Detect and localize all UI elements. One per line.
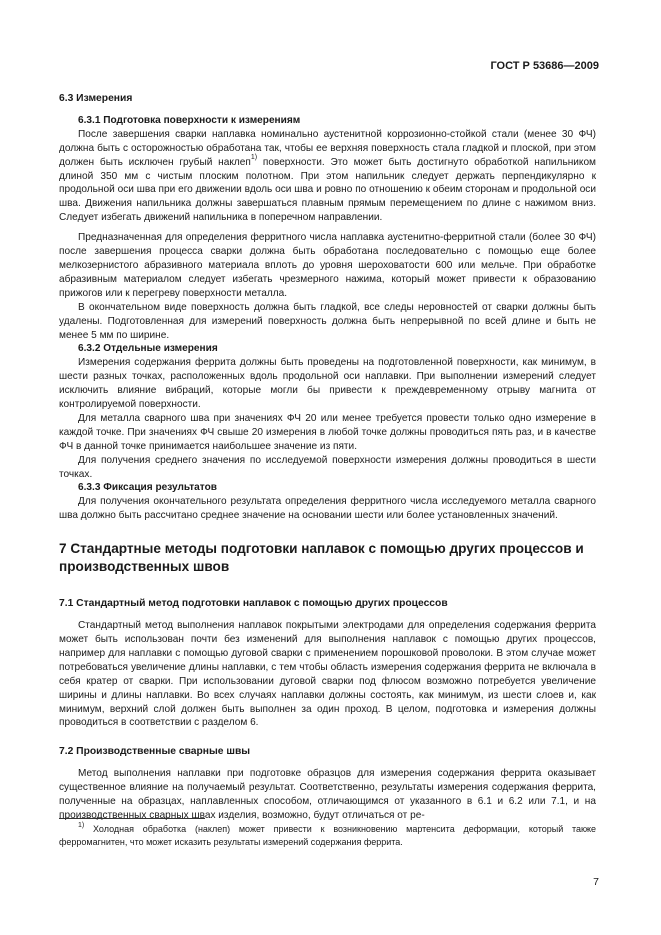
section-6-3-title: 6.3 Измерения [59,93,133,104]
paragraph: Для получения среднего значения по исследуемой поверхности измерения должны проводиться в шести точках. [59,454,596,480]
section-6-3-1-title: 6.3.1 Подготовка поверхности к измерениям [78,114,301,126]
paragraph [59,128,596,225]
document-id-header: ГОСТ Р 53686—2009 [490,60,599,72]
footnote-marker: 1) [78,822,85,829]
paragraph-text: После завершения сварки наплавка номинально аустенитной коррозионно-стойкой стали (менее 30 ФЧ) должна быть с осторожностью обработана так, чтобы ее верхняя поверхность стала гладкой и плоской, при этом должен быть исключен грубый наклеп [59,128,596,168]
footnote-body: Холодная обработка (наклеп) может привести к возникновению мартенсита деформации, который также ферромагнитен, что может исказить результаты измерений содержания феррита. [59,824,596,847]
page-content [59,92,596,823]
paragraph: Предназначенная для определения ферритного числа наплавка аустенитно-ферритной стали (более 30 ФЧ) после завершения процесса сварки должна быть обработана последовательно с помощью еще более мелкозернистого абразивного материала вплоть до уровня шероховатости 600 или мельче. При обработке абразивным материалом следует избегать чрезмерного нажима, который может привести к образованию прижогов или к перегреву поверхности металла. [59,232,596,299]
footnote-text [59,823,596,848]
section-6-3-2-title: 6.3.2 Отдельные измерения [78,343,218,355]
paragraph: Измерения содержания феррита должны быть проведены на подготовленной поверхности, как минимум, в шести разных точках, расположенных вдоль продольной оси наплавки. При выполнении измерений следует исключить влияние вибраций, которые могли бы привести к преждевременному отрыву магнита от контролируемой поверхности. [59,357,596,411]
section-7-1-title: 7.1 Стандартный метод подготовки наплавок с помощью других процессов [59,598,448,610]
paragraph: Для получения окончательного результата определения ферритного числа исследуемого металла сварного шва должно быть рассчитано среднее значение на основании шести или более установленных значений. [59,496,596,522]
section-7-title: 7 Стандартные методы подготовки наплавок с помощью других процессов и производственных швов [59,541,584,574]
section-6-3-3-title: 6.3.3 Фиксация результатов [78,482,217,494]
section-7-2-title: 7.2 Производственные сварные швы [59,746,251,758]
paragraph: В окончательном виде поверхность должна быть гладкой, все следы неровностей от сварки должны быть удалены. Подготовленная для измерений поверхность должна быть непрерывной по всей длине и быть не менее 5 мм по ширине. [59,301,596,341]
paragraph-text: поверхности. Это может быть достигнуто обработкой напильником длиной 350 мм с чистым плоским полотном. При этом напильник следует держать перпендикулярно к продольной оси шва при его движении вдоль оси шва и ровно по отношению к обеим сторонам и продольной оси шва. Движения напильника должны завершаться плавным прямым перемещением по длине с нажимом вниз. Следует избегать движений напильника в поперечном направлении. [59,156,596,224]
paragraph: Стандартный метод выполнения наплавок покрытыми электродами для определения содержания феррита может быть использован почти без изменений для выполнения наплавок с помощью других процессов, например для наплавки с помощью дуговой сварки с применением порошковой проволоки. В этом случае может потребоваться увеличение длины наплавки, с тем чтобы область измерения содержания феррита не включала в себя кратер от сварки. При использовании дуговой сварки под флюсом возможно потребуется увеличение ширины и длины наплавки. Во всех случаях наплавки должны состоять, как минимум, из шести слоев и, как минимум, верхний слой должен быть выполнен за один проход. В целом, подготовка и измерения должны проводиться в соответствии с разделом 6. [59,620,596,729]
footnote-divider [59,818,205,819]
paragraph: Метод выполнения наплавки при подготовке образцов для измерения содержания феррита оказывает существенное влияние на получаемый результат. Соответственно, результаты измерения содержания феррита, полученные на образцах, наплавленных способом, отличающимся от указанного в 6.1 и 6.2 или 7.1, и на производственных сварных швах изделия, возможно, будут отличаться от ре- [59,768,596,821]
footnote-reference: 1) [250,154,258,162]
page-number: 7 [593,876,599,888]
paragraph: Для металла сварного шва при значениях ФЧ 20 или менее требуется провести только одно измерение в каждой точке. При значениях ФЧ свыше 20 измерения в любой точке должны проводиться пять раз, и в качестве ФЧ в данной точке принимается наибольшее значение из пяти. [59,412,596,452]
footnote [59,823,596,848]
